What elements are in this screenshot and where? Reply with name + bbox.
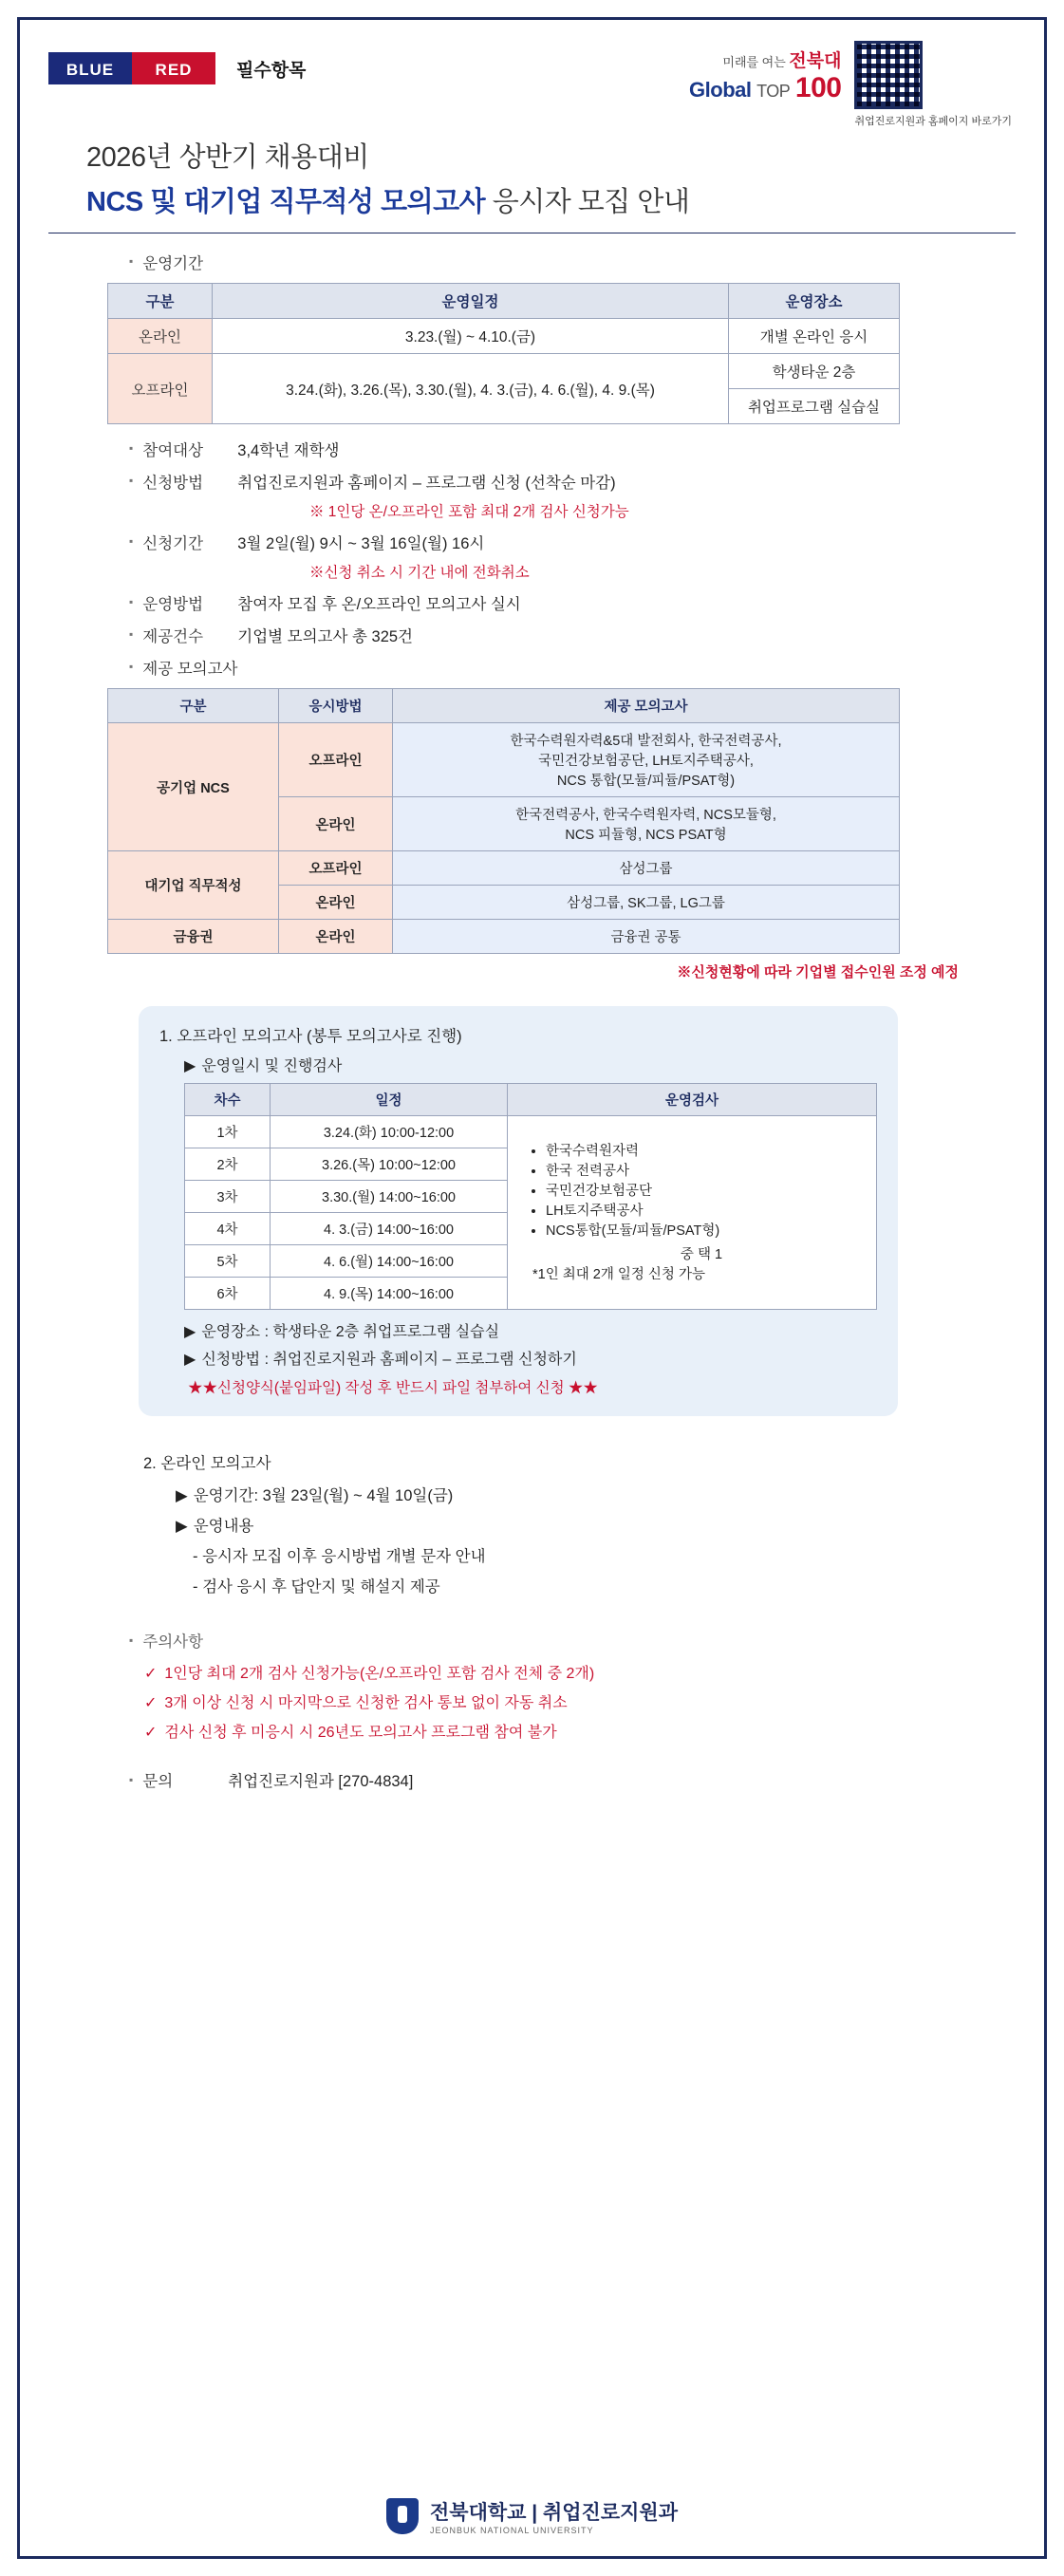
square-bullet-icon: ▪ [129, 441, 134, 455]
cell-method-finance-on: 온라인 [279, 920, 393, 954]
content-line2: 국민건강보험공단, LH토지주택공사, [538, 754, 754, 769]
cell-place-offline-1: 학생타운 2층 [729, 354, 900, 389]
offline-apply [184, 1347, 877, 1369]
cell-category-online: 온라인 [108, 319, 213, 354]
item-applyperiod-label: 신청기간 [142, 535, 204, 552]
th-exam-method: 응시방법 [279, 689, 393, 723]
square-bullet-icon: ▪ [129, 627, 134, 641]
content-line2: NCS 피듈형, NCS PSAT형 [565, 828, 727, 843]
page-title-line2 [86, 180, 1016, 219]
square-bullet-icon: ▪ [129, 1773, 134, 1786]
square-bullet-icon: ▪ [129, 534, 134, 548]
check-icon: ✓ [144, 1725, 158, 1741]
cell-date-1: 3.24.(화) 10:00-12:00 [271, 1116, 508, 1148]
item-method-value: 취업진로지원과 홈페이지 – 프로그램 신청 (선착순 마감) [237, 475, 616, 492]
online-content-item-1: - 응시자 모집 이후 응시방법 개별 문자 안내 [193, 1548, 486, 1565]
footer [20, 2497, 1044, 2535]
cell-round-3: 3차 [185, 1181, 271, 1213]
th-exam-category: 구분 [108, 689, 279, 723]
square-bullet-icon: ▪ [129, 474, 134, 487]
th-schedule: 운영일정 [213, 284, 729, 319]
cell-round-2: 2차 [185, 1148, 271, 1181]
offline-title: 1. 오프라인 모의고사 (봉투 모의고사로 진행) [159, 1028, 462, 1045]
item-count-value: 기업별 모의고사 총 325건 [237, 628, 413, 645]
caution-section [129, 1629, 1016, 1742]
caution-item-2 [144, 1690, 1016, 1712]
item-target-label: 참여대상 [142, 442, 204, 459]
th-place: 운영장소 [729, 284, 900, 319]
list-item: • 국민건강보험공단 [546, 1182, 870, 1202]
th-round: 차수 [185, 1084, 271, 1116]
content-line1: 한국수력원자력&5대 발전회사, 한국전력공사, [510, 734, 782, 749]
cell-round-6: 6차 [185, 1278, 271, 1310]
item-count-label: 제공건수 [142, 628, 204, 645]
tag-red: RED [132, 52, 215, 84]
overview-period-row [129, 251, 1016, 273]
online-section [143, 1450, 1016, 1596]
cell-date-4: 4. 3.(금) 14:00~16:00 [271, 1213, 508, 1245]
check-icon: ✓ [144, 1666, 158, 1682]
offline-panel [139, 1006, 898, 1416]
cell-cat-public: 공기업 NCS [108, 723, 279, 851]
item-method-label: 신청방법 [142, 475, 204, 492]
cell-content-corp-off: 삼성그룹 [393, 851, 900, 886]
brand-global: Global [689, 78, 752, 102]
caution-head [129, 1629, 1016, 1652]
cell-round-5: 5차 [185, 1245, 271, 1278]
inquiry-value: 취업진로지원과 [270-4834] [228, 1773, 414, 1790]
inquiry-label: 문의 [142, 1773, 174, 1790]
online-content-label [176, 1513, 1016, 1536]
th-exams: 운영검사 [508, 1084, 877, 1116]
brand-area [689, 41, 1012, 128]
cell-date-6: 4. 9.(목) 14:00~16:00 [271, 1278, 508, 1310]
brand-university: 전북대 [789, 51, 842, 71]
exam-table [107, 688, 900, 954]
arrow-icon: ▶ [176, 1487, 188, 1504]
table-row [108, 319, 900, 354]
cell-schedule-offline: 3.24.(화), 3.26.(목), 3.30.(월), 4. 3.(금), 4. 6.(월), 4. 9.(목) [213, 354, 729, 424]
content-line3: NCS 통합(모듈/피듈/PSAT형) [556, 774, 736, 789]
poster-frame [17, 17, 1047, 2559]
cell-date-5: 4. 6.(월) 14:00~16:00 [271, 1245, 508, 1278]
overview-section [48, 251, 1016, 273]
table-header-row [108, 689, 900, 723]
arrow-icon: ▶ [184, 1058, 196, 1074]
cell-cat-finance: 금융권 [108, 920, 279, 954]
caution-item-1 [144, 1661, 1016, 1683]
list-item: • NCS통합(모듈/피듈/PSAT형) [546, 1222, 870, 1241]
table-row [108, 354, 900, 389]
brand-tagline-pre: 미래를 여는 [722, 55, 786, 69]
online-content-item-2: - 검사 응시 후 답안지 및 해설지 제공 [193, 1578, 440, 1596]
tag-blue: BLUE [48, 52, 132, 84]
caution-label: 주의사항 [142, 1633, 204, 1651]
cell-category-offline: 오프라인 [108, 354, 213, 424]
cell-exam-list [508, 1116, 877, 1310]
item-target-value: 3,4학년 재학생 [237, 442, 340, 459]
qr-caption: 취업진로지원과 홈페이지 바로가기 [854, 116, 1012, 127]
item-count [129, 624, 1016, 646]
item-exams-label: 제공 모의고사 [142, 661, 238, 678]
cell-method-corp-off: 오프라인 [279, 851, 393, 886]
item-operation-value: 참여자 모집 후 온/오프라인 모의고사 실시 [237, 596, 521, 613]
offline-place-text: 운영장소 : 학생타운 2층 취업프로그램 실습실 [201, 1324, 500, 1340]
overview-period-label: 운영기간 [142, 255, 204, 272]
cell-method-corp-on: 온라인 [279, 886, 393, 920]
caution-item-3-text: 검사 신청 후 미응시 시 26년도 모의고사 프로그램 참여 불가 [164, 1725, 557, 1741]
table-row [108, 723, 900, 797]
item-applyperiod [129, 531, 1016, 553]
th-category: 구분 [108, 284, 213, 319]
table-header-row [185, 1084, 877, 1116]
qr-code-icon[interactable] [854, 41, 923, 109]
offline-sub-label: 운영일시 및 진행검사 [201, 1058, 343, 1074]
square-bullet-icon: ▪ [129, 660, 134, 673]
square-bullet-icon: ▪ [129, 1633, 134, 1647]
th-date: 일정 [271, 1084, 508, 1116]
table-row [108, 920, 900, 954]
square-bullet-icon: ▪ [129, 254, 134, 268]
exam-list [532, 1142, 870, 1241]
offline-place [184, 1319, 877, 1341]
table-row [185, 1116, 877, 1148]
cell-round-4: 4차 [185, 1213, 271, 1245]
tag-group [48, 52, 306, 84]
online-period-text: 운영기간: 3월 23일(월) ~ 4월 10일(금) [193, 1487, 454, 1504]
item-target [129, 438, 1016, 460]
brand-global-top [689, 72, 841, 104]
cell-date-2: 3.26.(목) 10:00~12:00 [271, 1148, 508, 1181]
cell-content-public-off [393, 723, 900, 797]
item-method [129, 470, 1016, 493]
footer-text-block [430, 2497, 678, 2535]
inquiry-row [129, 1768, 1016, 1791]
cell-place-offline-2: 취업프로그램 실습실 [729, 389, 900, 424]
list-item: • LH토지주택공사 [546, 1202, 870, 1222]
caution-item-1-text: 1인당 최대 2개 검사 신청가능(온/오프라인 포함 검사 전체 중 2개) [164, 1666, 595, 1682]
cell-content-finance-on: 금융권 공통 [393, 920, 900, 954]
cell-content-corp-on: 삼성그룹, SK그룹, LG그룹 [393, 886, 900, 920]
check-icon: ✓ [144, 1695, 158, 1711]
online-content-label-text: 운영내용 [193, 1518, 254, 1535]
caution-item-2-text: 3개 이상 신청 시 마지막으로 신청한 검사 통보 없이 자동 취소 [164, 1695, 568, 1711]
brand-top: TOP [756, 82, 791, 101]
brand-hundred: 100 [794, 72, 842, 103]
arrow-icon: ▶ [176, 1518, 188, 1535]
overview-items [48, 438, 1016, 679]
item-operation-label: 운영방법 [142, 596, 204, 613]
th-exam-content: 제공 모의고사 [393, 689, 900, 723]
cell-cat-corp: 대기업 직무적성 [108, 851, 279, 920]
footer-name: 전북대학교 | 취업진로지원과 [430, 2502, 678, 2524]
brand-logo [689, 41, 841, 104]
online-title: 2. 온라인 모의고사 [143, 1455, 271, 1472]
qr-block[interactable] [854, 41, 1012, 128]
caution-item-3 [144, 1720, 1016, 1742]
item-applyperiod-value: 3월 2일(월) 9시 ~ 3월 16일(월) 16시 [237, 535, 485, 552]
title-block [48, 136, 1016, 219]
item-exams [129, 656, 1016, 679]
page-title-highlight: NCS 및 대기업 직무적성 모의고사 [86, 187, 486, 217]
footer-subname: JEONBUK NATIONAL UNIVERSITY [430, 2526, 594, 2535]
note-apply-limit: ※ 1인당 온/오프라인 포함 최대 2개 검사 신청가능 [309, 504, 629, 520]
list-item: • 한국 전력공사 [546, 1162, 870, 1182]
list-item: • 한국수력원자력 [546, 1142, 870, 1162]
cell-content-public-on [393, 797, 900, 851]
arrow-icon: ▶ [184, 1352, 196, 1368]
square-bullet-icon: ▪ [129, 595, 134, 608]
period-table [107, 283, 900, 424]
exam-list-choice: 중 택 1 [680, 1247, 723, 1263]
offline-sub [184, 1054, 877, 1075]
content-line1: 한국전력공사, 한국수력원자력, NCS모듈형, [515, 808, 776, 823]
cell-round-1: 1차 [185, 1116, 271, 1148]
exam-table-footnote: ※신청현황에 따라 기업별 접수인원 조정 예정 [677, 964, 959, 980]
table-header-row [108, 284, 900, 319]
university-emblem-icon [386, 2498, 419, 2534]
page-title-line1: 2026년 상반기 채용대비 [86, 142, 369, 173]
page-title-rest: 응시자 모집 안내 [485, 187, 690, 217]
cell-method-public-off: 오프라인 [279, 723, 393, 797]
online-period [176, 1483, 1016, 1505]
table-row [108, 851, 900, 886]
arrow-icon: ▶ [184, 1324, 196, 1340]
offline-schedule-table [184, 1083, 877, 1310]
offline-star-note: ★★신청양식(붙임파일) 작성 후 반드시 파일 첨부하여 신청 ★★ [188, 1380, 598, 1396]
cell-place-online: 개별 온라인 응시 [729, 319, 900, 354]
brand-tagline [689, 47, 841, 72]
item-operation [129, 591, 1016, 614]
cell-date-3: 3.30.(월) 14:00~16:00 [271, 1181, 508, 1213]
cell-schedule-online: 3.23.(월) ~ 4.10.(금) [213, 319, 729, 354]
tag-caption: 필수항목 [236, 60, 307, 81]
cell-method-public-on: 온라인 [279, 797, 393, 851]
exam-list-note: *1인 최대 2개 일정 신청 가능 [532, 1267, 705, 1283]
note-cancel: ※신청 취소 시 기간 내에 전화취소 [309, 565, 530, 581]
header [48, 41, 1016, 126]
offline-apply-text: 신청방법 : 취업진로지원과 홈페이지 – 프로그램 신청하기 [201, 1352, 577, 1368]
